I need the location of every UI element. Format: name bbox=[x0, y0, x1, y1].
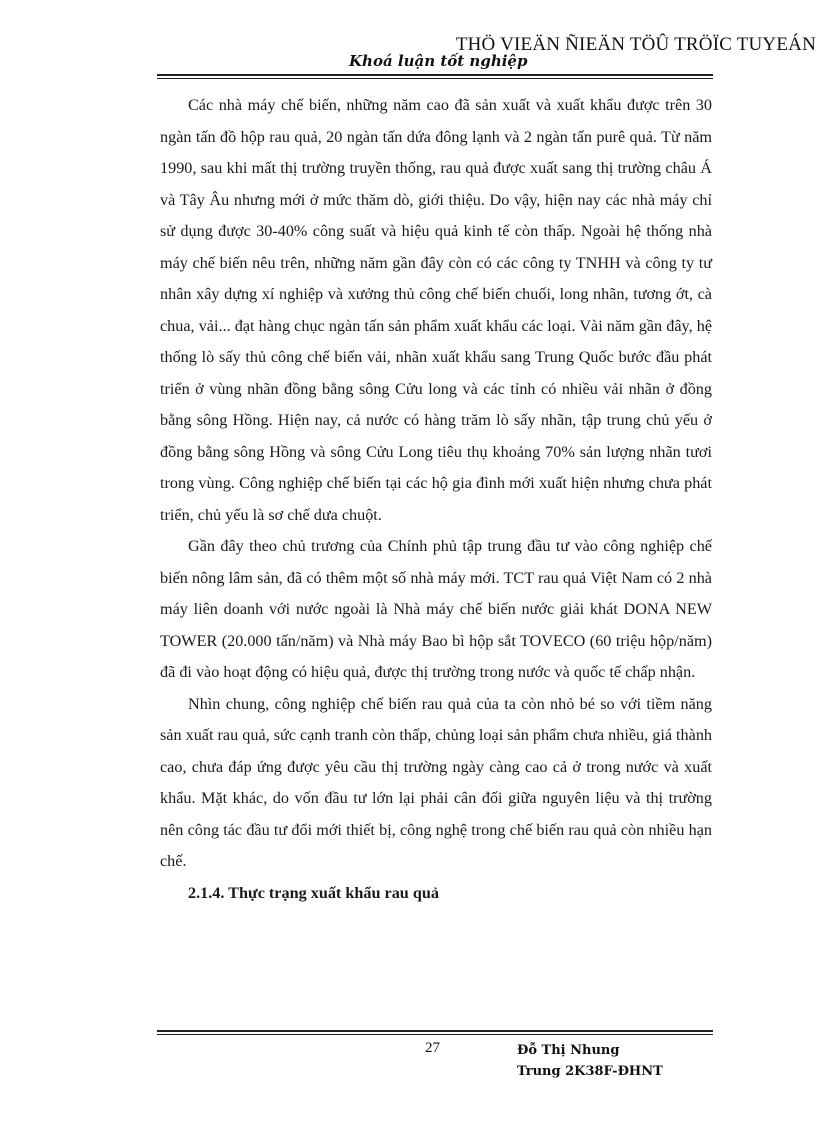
paragraph-2: Gần đây theo chủ trương của Chính phủ tập trung đầu tư vào công nghiệp chế biến nông lâm sản, đã có thêm một số nhà máy mới. TCT rau quả Việt Nam có 2 nhà máy liên doanh với nước ngoài là Nhà máy chế biến nước giải khát DONA NEW TOWER (20.000 tấn/năm) và Nhà máy Bao bì hộp sắt TOVECO (60 triệu hộp/năm) đã đi vào hoạt động có hiệu quả, được thị trường trong nước và quốc tế chấp nhận. bbox=[160, 537, 712, 681]
header-divider bbox=[157, 74, 713, 79]
library-watermark: THÖ VIEÄN ÑIEÄN TÖÛ TRÖÏC TUYEÁN bbox=[455, 34, 816, 55]
footer-divider bbox=[157, 1030, 713, 1035]
section-heading: 2.1.4. Thực trạng xuất khẩu rau quả bbox=[188, 883, 439, 902]
paragraph-3: Nhìn chung, công nghiệp chế biến rau quả của ta còn nhỏ bé so với tiềm năng sản xuất rau quả, sức cạnh tranh còn thấp, chủng loại sản phẩm chưa nhiều, giá thành cao, chưa đáp ứng được yêu cầu thị trường ngày càng cao cả ở trong nước và xuất khẩu. Mặt khác, do vốn đầu tư lớn lại phải cân đối giữa nguyên liệu và thị trường nên công tác đầu tư đổi mới thiết bị, công nghệ trong chế biến rau quả còn nhiều hạn chế. bbox=[160, 694, 713, 870]
header-title: Khoá luận tốt nghiệp bbox=[349, 52, 528, 70]
paragraph-1: Các nhà máy chế biến, những năm cao đã sản xuất và xuất khẩu được trên 30 ngàn tấn đồ hộp rau quả, 20 ngàn tấn dứa đông lạnh và 2 ngàn tấn purê quả. Từ năm 1990, sau khi mất thị trường truyền thống, rau quả được xuất sang thị trường châu Á và Tây Âu nhưng mới ở mức thăm dò, giới thiệu. Do vậy, hiện nay các nhà máy chỉ sử dụng được 30-40% công suất và hiệu quả kinh tế còn thấp. Ngoài hệ thống nhà máy chế biến nêu trên, những năm gần đây còn có các công ty TNHH và công ty tư nhân xây dựng xí nghiệp và xưởng thủ công chế biến chuối, long nhãn, tương ớt, cà chua, vải... đạt hàng chục ngàn tấn sản phẩm xuất khẩu các loại. Vài năm gần đây, hệ thống lò sấy thủ công chế biến vải, nhãn xuất khẩu sang Trung Quốc bước đầu phát triển ở vùng nhãn đồng bằng sông Cửu long và các tỉnh có nhiều vải nhãn ở đồng bằng sông Hồng. Hiện nay, cả nước có hàng trăm lò sấy nhãn, tập trung chủ yếu ở đồng bằng sông Hồng và sông Cửu Long tiêu thụ khoảng 70% sản lượng nhãn tươi trong vùng. Công nghiệp chế biến tại các hộ gia đình mới xuất hiện nhưng chưa phát triển, chủ yếu là sơ chế dưa chuột. bbox=[160, 96, 712, 524]
author-name: Đỗ Thị Nhung bbox=[517, 1043, 620, 1058]
author-info bbox=[517, 1040, 663, 1082]
page-number: 27 bbox=[425, 1040, 440, 1056]
body-text bbox=[160, 90, 712, 909]
author-class: Trung 2K38F-ĐHNT bbox=[517, 1064, 663, 1079]
